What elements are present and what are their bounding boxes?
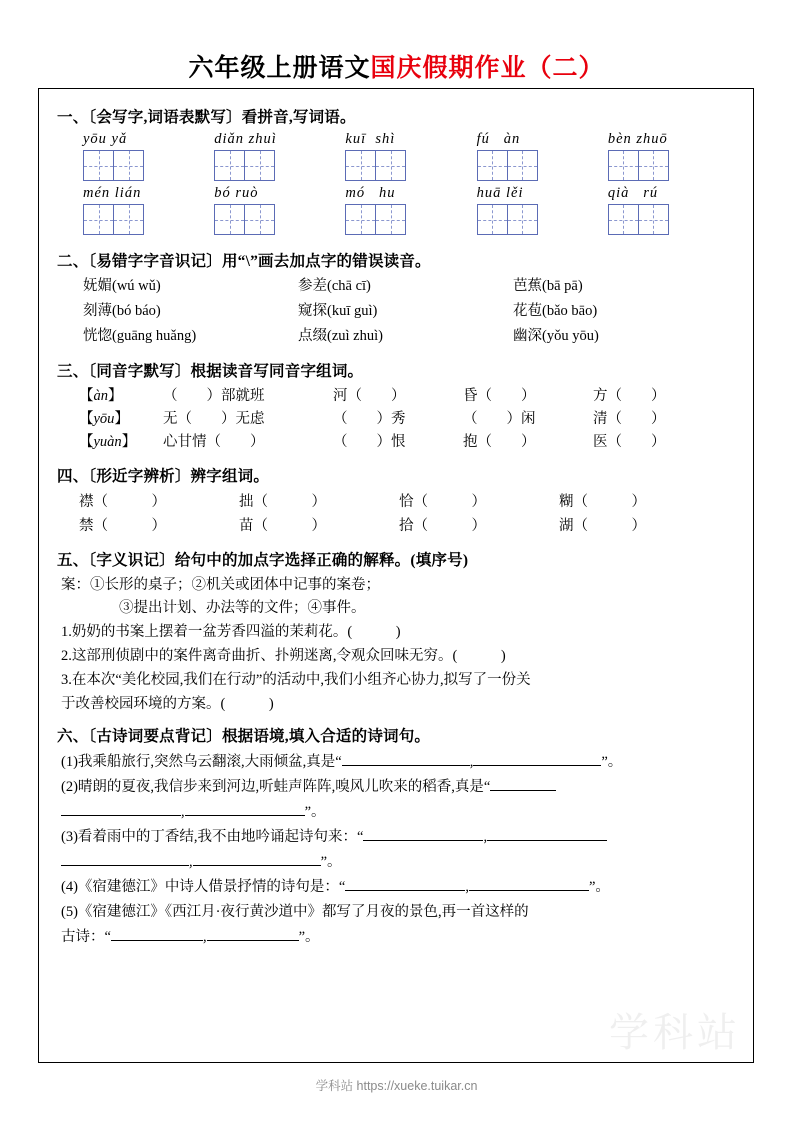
page-title-red: 国庆假期作业（二） [370, 55, 605, 82]
tianzige-cell[interactable] [244, 204, 275, 235]
pronunciation-item[interactable]: 刻薄(bó báo) [83, 303, 161, 319]
pinyin-text: mó hu [345, 185, 396, 201]
answer-blank[interactable] [469, 890, 589, 891]
pinyin-cell [83, 131, 206, 181]
section-1-heading: 一、〔会写字,词语表默写〕看拼音,写词语。 [57, 109, 356, 126]
answer-blank[interactable] [61, 865, 189, 866]
poem-question-1[interactable]: (1)我乘船旅行,突然乌云翻滚,大雨倾盆,真是“ , ”。 [61, 754, 623, 770]
pinyin-text: yōu yǎ [83, 131, 128, 147]
pronunciation-row [83, 300, 739, 322]
tianzige-cell[interactable] [345, 150, 376, 181]
tianzige-cell[interactable] [83, 204, 114, 235]
pinyin-text: bó ruò [214, 185, 259, 201]
pinyin-cell [477, 131, 600, 181]
homophone-pinyin: yuàn [93, 434, 122, 450]
pinyin-text: diǎn zhuì [214, 131, 277, 147]
poem-question-text: (4)《宿建德江》中诗人借景抒情的诗句是：“ [61, 879, 346, 895]
question-item[interactable]: 3.在本次“美化校园,我们在行动”的活动中,我们小组齐心协力,拟写了一份关 [61, 672, 531, 688]
pronunciation-item[interactable]: 妩媚(wú wǔ) [83, 278, 161, 294]
tianzige-pair[interactable] [83, 204, 206, 235]
homophone-blank[interactable]: 医（ ） [593, 434, 666, 450]
answer-blank[interactable] [490, 790, 556, 791]
footer-watermark: 学科站 https://xueke.tuikar.cn [315, 1079, 478, 1093]
poem-question-2[interactable]: (2)晴朗的夏夜,我信步来到河边,听蛙声阵阵,嗅风儿吹来的稻香,真是“ , ”。 [61, 775, 739, 825]
pinyin-cell [345, 131, 468, 181]
homophone-row [79, 385, 739, 408]
answer-blank[interactable] [473, 765, 601, 766]
homophone-items [163, 431, 739, 454]
section-2-heading: 二、〔易错字字音识记〕用“\”画去加点字的错误读音。 [57, 253, 431, 270]
answer-blank[interactable] [185, 815, 305, 816]
tianzige-cell[interactable] [638, 204, 669, 235]
pinyin-text: mén lián [83, 185, 142, 201]
poem-question-text: (5)《宿建德江》《西江月·夜行黄沙道中》都写了月夜的景色,再一首这样的 [61, 904, 529, 920]
similar-char-item[interactable]: 禁（ ） [79, 518, 166, 534]
tianzige-pair[interactable] [83, 150, 206, 181]
homophone-row [79, 408, 739, 431]
pinyin-row-2 [83, 185, 739, 235]
pronunciation-row [83, 275, 739, 297]
pinyin-cell [345, 185, 468, 235]
page-title [0, 0, 793, 92]
poem-question-text: (1)我乘船旅行,突然乌云翻滚,大雨倾盆,真是“ [61, 754, 342, 770]
homophone-row [79, 431, 739, 454]
answer-blank[interactable] [111, 940, 203, 941]
tianzige-pair[interactable] [477, 204, 600, 235]
question-item[interactable]: 2.这部刑侦剧中的案件离奇曲折、扑朔迷离,令观众回味无穷。( ) [61, 648, 506, 664]
similar-char-item[interactable]: 拾（ ） [399, 518, 486, 534]
tianzige-cell[interactable] [375, 204, 406, 235]
similar-char-item[interactable]: 湖（ ） [559, 518, 646, 534]
homophone-blank[interactable]: （ ）秀 [333, 411, 406, 427]
section-5-heading: 五、〔字义识记〕给句中的加点字选择正确的解释。(填序号) [57, 552, 469, 569]
meaning-explanation-line-1: 案：①长形的桌子；②机关或团体中记事的案卷； [61, 577, 380, 593]
poem-question-text: (3)看着雨中的丁香结,我不由地吟诵起诗句来：“ [61, 829, 364, 845]
answer-blank[interactable] [61, 815, 181, 816]
pronunciation-item[interactable]: 窥探(kuī guì) [298, 303, 378, 319]
pinyin-text: huā lěi [476, 185, 524, 201]
pinyin-row-1 [83, 131, 739, 181]
tianzige-cell[interactable] [113, 150, 144, 181]
tianzige-cell[interactable] [477, 150, 508, 181]
homophone-pinyin: àn [93, 388, 108, 404]
answer-blank[interactable] [193, 865, 321, 866]
homophone-key: 【yōu】 [79, 411, 129, 427]
pronunciation-row [83, 325, 739, 347]
homophone-blank[interactable]: 方（ ） [593, 388, 666, 404]
pinyin-text: qià rú [607, 185, 659, 201]
tianzige-pair[interactable] [608, 150, 731, 181]
homophone-blank[interactable]: （ ）部就班 [163, 388, 265, 404]
homophone-blank[interactable]: 无（ ）无虑 [163, 411, 265, 427]
similar-char-item[interactable]: 糊（ ） [559, 494, 646, 510]
section-3-heading: 三、〔同音字默写〕根据读音写同音字组词。 [57, 363, 364, 380]
tianzige-cell[interactable] [83, 150, 114, 181]
pronunciation-item[interactable]: 参差(chā cī) [298, 278, 371, 294]
poem-question-4[interactable]: (4)《宿建德江》中诗人借景抒情的诗句是：“ , ”。 [61, 879, 610, 895]
tianzige-cell[interactable] [214, 150, 245, 181]
answer-blank[interactable] [342, 765, 470, 766]
similar-char-item[interactable]: 苗（ ） [239, 518, 326, 534]
pronunciation-item[interactable]: 芭蕉(bā pā) [513, 278, 583, 294]
answer-blank[interactable] [345, 890, 465, 891]
tianzige-pair[interactable] [345, 150, 468, 181]
question-item[interactable]: 于改善校园环境的方案。( ) [61, 696, 274, 712]
homophone-blank[interactable]: （ ）恨 [333, 434, 406, 450]
pinyin-cell [214, 185, 337, 235]
pronunciation-item[interactable]: 花苞(bǎo bāo) [513, 303, 598, 319]
tianzige-pair[interactable] [608, 204, 731, 235]
poem-question-3[interactable]: (3)看着雨中的丁香结,我不由地吟诵起诗句来：“ , , ”。 [61, 825, 739, 875]
tianzige-pair[interactable] [345, 204, 468, 235]
homophone-blank[interactable]: 心甘情（ ） [163, 434, 265, 450]
answer-blank[interactable] [363, 840, 483, 841]
poem-question-text-cont: 古诗： [61, 929, 105, 945]
homophone-blank[interactable]: 昏（ ） [463, 388, 536, 404]
tianzige-cell[interactable] [507, 150, 538, 181]
answer-blank[interactable] [487, 840, 607, 841]
tianzige-cell[interactable] [507, 204, 538, 235]
tianzige-cell[interactable] [244, 150, 275, 181]
question-item[interactable]: 1.奶奶的书案上摆着一盆芳香四溢的茉莉花。( ) [61, 624, 401, 640]
poem-question-text: (2)晴朗的夏夜,我信步来到河边,听蛙声阵阵,嗅风儿吹来的稻香,真是“ [61, 779, 491, 795]
similar-char-item[interactable]: 襟（ ） [79, 494, 166, 510]
tianzige-cell[interactable] [638, 150, 669, 181]
similar-char-row [79, 490, 739, 514]
poem-question-5[interactable]: (5)《宿建德江》《西江月·夜行黄沙道中》都写了月夜的景色,再一首这样的 古诗：“ , ”。 [61, 904, 529, 945]
pinyin-cell [83, 185, 206, 235]
section-6-heading: 六、〔古诗词要点背记〕根据语境,填入合适的诗词句。 [57, 728, 431, 745]
pronunciation-item[interactable]: 恍惚(guāng huǎng) [83, 328, 197, 344]
tianzige-pair[interactable] [214, 150, 337, 181]
homophone-key: 【àn】 [79, 388, 123, 404]
pinyin-text: fú àn [476, 131, 521, 147]
homophone-blank[interactable]: 抱（ ） [463, 434, 536, 450]
tianzige-pair[interactable] [214, 204, 337, 235]
homophone-pinyin: yōu [93, 411, 115, 427]
homophone-blank[interactable]: 河（ ） [333, 388, 406, 404]
worksheet-frame [38, 88, 754, 1063]
pinyin-text: bèn zhuō [607, 131, 668, 147]
tianzige-cell[interactable] [345, 204, 376, 235]
pronunciation-item[interactable]: 幽深(yǒu yōu) [513, 328, 599, 344]
pinyin-cell [214, 131, 337, 181]
tianzige-pair[interactable] [477, 150, 600, 181]
tianzige-cell[interactable] [608, 204, 639, 235]
similar-char-row [79, 514, 739, 538]
tianzige-cell[interactable] [608, 150, 639, 181]
homophone-items [163, 385, 739, 408]
pinyin-cell [608, 185, 731, 235]
pinyin-text: kuī shì [345, 131, 396, 147]
ghost-watermark: 学科站 [609, 1010, 741, 1055]
meaning-explanation-line-2: ③提出计划、办法等的文件；④事件。 [119, 600, 366, 616]
tianzige-cell[interactable] [375, 150, 406, 181]
pronunciation-item[interactable]: 点缀(zuì zhuì) [298, 328, 383, 344]
similar-char-item[interactable]: 拙（ ） [239, 494, 326, 510]
homophone-key: 【yuàn】 [79, 434, 137, 450]
tianzige-cell[interactable] [113, 204, 144, 235]
section-4-heading: 四、〔形近字辨析〕辨字组词。 [57, 468, 270, 485]
pinyin-cell [477, 185, 600, 235]
pinyin-cell [608, 131, 731, 181]
homophone-blank[interactable]: （ ）闲 [463, 411, 536, 427]
similar-char-item[interactable]: 恰（ ） [399, 494, 486, 510]
tianzige-cell[interactable] [477, 204, 508, 235]
homophone-items [163, 408, 739, 431]
tianzige-cell[interactable] [214, 204, 245, 235]
answer-blank[interactable] [207, 940, 299, 941]
homophone-blank[interactable]: 清（ ） [593, 411, 666, 427]
page-title-black: 六年级上册语文 [188, 55, 371, 82]
